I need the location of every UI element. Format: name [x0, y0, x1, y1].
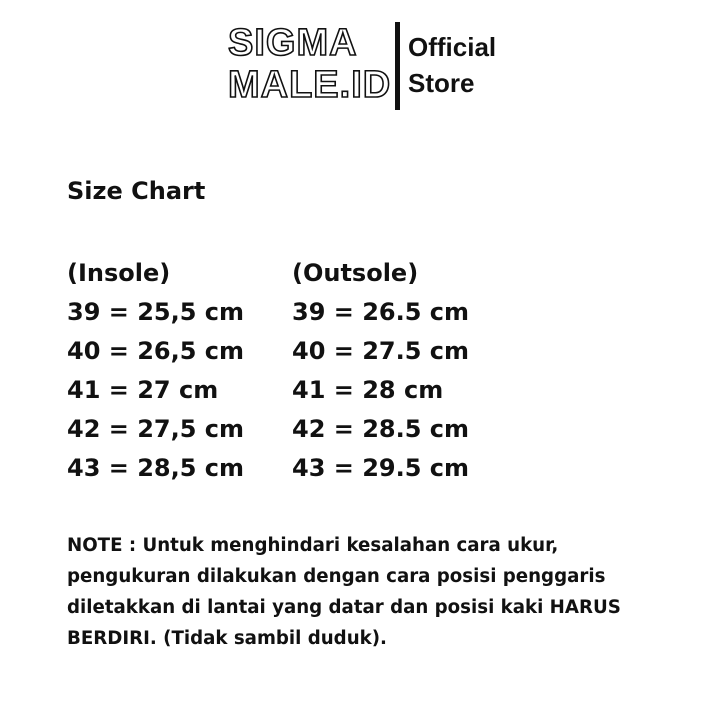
logo-store: Store — [408, 68, 475, 98]
insole-column — [67, 254, 244, 488]
insole-row: 42 = 27,5 cm — [67, 415, 245, 443]
measurement-note: NOTE : Untuk menghindari kesalahan cara ukur, pengukuran dilakukan dengan cara posisi penggaris diletakkan di lantai yang datar dan posisi kaki HARUS BERDIRI. (Tidak sambil duduk). — [67, 535, 621, 649]
outsole-row: 42 = 28.5 cm — [292, 415, 470, 443]
insole-row: 41 = 27 cm — [67, 376, 219, 404]
insole-header: (Insole) — [67, 259, 171, 287]
page-title: Size Chart — [67, 177, 206, 205]
insole-row: 43 = 28,5 cm — [67, 454, 245, 482]
logo-divider — [395, 22, 400, 110]
outsole-row: 40 = 27.5 cm — [292, 337, 470, 365]
logo-word-male-id: MALE.ID — [228, 64, 392, 106]
logo-word-sigma: SIGMA — [228, 22, 358, 64]
outsole-row: 43 = 29.5 cm — [292, 454, 470, 482]
outsole-row: 41 = 28 cm — [292, 376, 444, 404]
outsole-header: (Outsole) — [292, 259, 419, 287]
insole-row: 39 = 25,5 cm — [67, 298, 245, 326]
outsole-column — [292, 254, 469, 488]
outsole-row: 39 = 26.5 cm — [292, 298, 470, 326]
logo-official: Official — [408, 32, 497, 62]
insole-row: 40 = 26,5 cm — [67, 337, 245, 365]
